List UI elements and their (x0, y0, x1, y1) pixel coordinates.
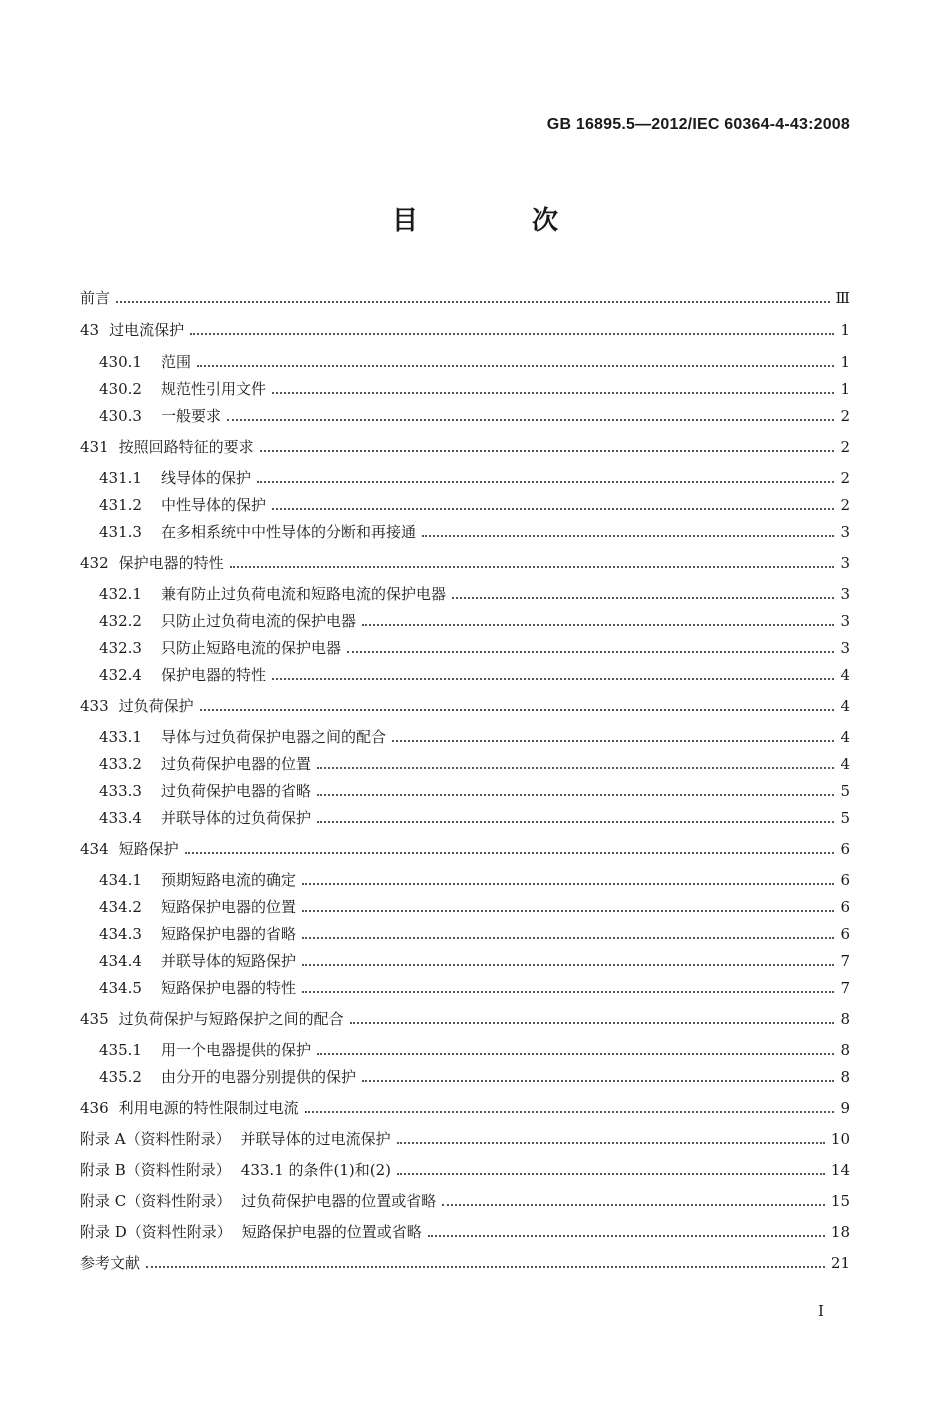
toc-dot-leader (452, 597, 834, 599)
toc-entry[interactable] (99, 351, 850, 373)
toc-entry[interactable] (80, 838, 850, 860)
toc-entry-title: 短路保护电器的特性 (161, 979, 297, 997)
toc-entry-title: 只防止过负荷电流的保护电器 (161, 612, 357, 630)
toc-entry-number: 433.3 (99, 782, 142, 800)
toc-entry[interactable] (99, 1039, 850, 1061)
toc-dot-leader (317, 794, 834, 796)
toc-entry-page: Ⅲ (835, 289, 850, 307)
toc-dot-leader (272, 508, 834, 510)
toc-entry-page: 1 (840, 321, 850, 339)
toc-entry-page: 6 (840, 925, 850, 943)
toc-entry[interactable] (99, 610, 850, 632)
toc-entry-title: 过负荷保护电器的位置 (161, 755, 312, 773)
toc-entry-title: 在多相系统中中性导体的分断和再接通 (161, 523, 417, 541)
toc-entry-page: 2 (840, 438, 850, 456)
toc-entry-title: 过负荷保护电器的省略 (161, 782, 312, 800)
toc-entry[interactable] (99, 977, 850, 999)
toc-dot-leader (350, 1022, 834, 1024)
toc-entry[interactable] (80, 1097, 850, 1119)
toc-entry[interactable] (80, 436, 850, 458)
toc-entry-number: 435.1 (99, 1041, 142, 1059)
toc-entry-title: 过负荷保护电器的位置或省略 (241, 1192, 437, 1210)
toc-dot-leader (146, 1266, 825, 1268)
toc-entry-page: 4 (840, 755, 850, 773)
toc-dot-leader (317, 767, 834, 769)
toc-entry-number: 434.3 (99, 925, 142, 943)
toc-entry-page: 9 (840, 1099, 850, 1117)
toc-entry-page: 5 (840, 782, 850, 800)
toc-entry-page: 6 (840, 871, 850, 889)
page-title: 目 次 (391, 206, 602, 236)
toc-entry-page: 4 (840, 728, 850, 746)
toc-entry-number: 433.2 (99, 755, 142, 773)
toc-dot-leader (302, 910, 834, 912)
toc-entry[interactable] (80, 1190, 850, 1212)
toc-entry[interactable] (80, 695, 850, 717)
toc-entry-title: 过负荷保护 (118, 697, 194, 715)
toc-entry[interactable] (80, 1008, 850, 1030)
toc-entry-title: 由分开的电器分别提供的保护 (161, 1068, 357, 1086)
toc-entry-title: 按照回路特征的要求 (118, 438, 254, 456)
toc-entry-number: 431 (80, 438, 109, 456)
toc-entry-page: 4 (840, 666, 850, 684)
toc-dot-leader (347, 651, 834, 653)
toc-entry-page: 8 (840, 1041, 850, 1059)
toc-entry-number: 432.2 (99, 612, 142, 630)
toc-entry-title: 短路保护 (118, 840, 179, 858)
toc-entry-page: 3 (840, 639, 850, 657)
toc-entry-number: 436 (80, 1099, 109, 1117)
toc-entry[interactable] (80, 287, 850, 309)
toc-entry-number: 432 (80, 554, 109, 572)
toc-dot-leader (442, 1204, 825, 1206)
toc-entry[interactable] (80, 552, 850, 574)
toc-entry-number: 433.4 (99, 809, 142, 827)
toc-entry-number: 435.2 (99, 1068, 142, 1086)
toc-entry-page: 8 (840, 1068, 850, 1086)
toc-entry-page: 8 (840, 1010, 850, 1028)
toc-entry[interactable] (99, 521, 850, 543)
toc-entry-number: 431.2 (99, 496, 142, 514)
toc-entry-number: 43 (80, 321, 100, 339)
toc-entry-title: 规范性引用文件 (161, 380, 267, 398)
toc-entry-title: 利用电源的特性限制过电流 (118, 1099, 299, 1117)
toc-entry-number: 432.4 (99, 666, 142, 684)
toc-entry-number: 430.1 (99, 353, 142, 371)
toc-entry-page: 1 (840, 380, 850, 398)
toc-entry-page: 3 (840, 523, 850, 541)
toc-entry-number: 434.4 (99, 952, 142, 970)
toc-entry-page: 15 (830, 1192, 850, 1210)
toc-entry-page: 3 (840, 585, 850, 603)
toc-entry-number: 433.1 (99, 728, 142, 746)
toc-entry[interactable] (99, 583, 850, 605)
toc-dot-leader (257, 481, 834, 483)
toc-entry[interactable] (99, 494, 850, 516)
toc-entry[interactable] (80, 319, 850, 341)
toc-entry[interactable] (99, 923, 850, 945)
toc-entry-title: 线导体的保护 (161, 469, 252, 487)
toc-dot-leader (392, 740, 834, 742)
toc-entry-title: 只防止短路电流的保护电器 (161, 639, 342, 657)
toc-entry-title: 预期短路电流的确定 (161, 871, 297, 889)
toc-entry-page: 4 (840, 697, 850, 715)
toc-entry-title: 保护电器的特性 (161, 666, 267, 684)
toc-entry[interactable] (99, 780, 850, 802)
toc-entry-number: 430.2 (99, 380, 142, 398)
toc-entry-number: 435 (80, 1010, 109, 1028)
toc-dot-leader (302, 991, 834, 993)
toc-entry-title: 保护电器的特性 (118, 554, 224, 572)
toc-entry-number: 432.1 (99, 585, 142, 603)
toc-dot-leader (185, 852, 834, 854)
toc-dot-leader (230, 566, 834, 568)
toc-entry-title: 参考文献 (80, 1254, 141, 1272)
toc-dot-leader (397, 1173, 825, 1175)
toc-dot-leader (302, 883, 834, 885)
toc-entry-page: 2 (840, 496, 850, 514)
toc-entry[interactable] (80, 1221, 850, 1243)
toc-entry[interactable] (99, 664, 850, 686)
toc-entry[interactable] (99, 869, 850, 891)
toc-dot-leader (260, 450, 834, 452)
toc-entry-number: 433 (80, 697, 109, 715)
toc-entry[interactable] (99, 405, 850, 427)
toc-entry-number: 434.2 (99, 898, 142, 916)
toc-entry[interactable] (99, 753, 850, 775)
toc-dot-leader (302, 937, 834, 939)
toc-entry-title: 过负荷保护与短路保护之间的配合 (118, 1010, 344, 1028)
toc-entry-page: 3 (840, 554, 850, 572)
toc-entry-number: 434 (80, 840, 109, 858)
toc-entry-page: 21 (830, 1254, 850, 1272)
toc-entry-number: 434.5 (99, 979, 142, 997)
toc-entry-page: 2 (840, 469, 850, 487)
toc-dot-leader (116, 301, 830, 303)
toc-entry[interactable] (99, 807, 850, 829)
toc-entry-page: 5 (840, 809, 850, 827)
toc-entry-page: 1 (840, 353, 850, 371)
toc-entry-title: 433.1 的条件(1)和(2) (240, 1161, 392, 1179)
toc-entry[interactable] (99, 467, 850, 489)
toc-entry-title: 兼有防止过负荷电流和短路电流的保护电器 (161, 585, 447, 603)
toc-dot-leader (362, 1080, 834, 1082)
toc-entry[interactable] (99, 896, 850, 918)
toc-entry-number: 432.3 (99, 639, 142, 657)
toc-entry-title: 导体与过负荷保护电器之间的配合 (161, 728, 387, 746)
toc-entry-number: 434.1 (99, 871, 142, 889)
toc-dot-leader (227, 419, 834, 421)
toc-entry-title: 一般要求 (161, 407, 222, 425)
toc-entry[interactable] (99, 950, 850, 972)
toc-dot-leader (272, 678, 834, 680)
toc-dot-leader (428, 1235, 825, 1237)
page-number: I (818, 1302, 824, 1320)
toc-entry-title: 前言 (80, 289, 111, 307)
toc-entry-page: 7 (840, 952, 850, 970)
toc-dot-leader (397, 1142, 825, 1144)
toc-dot-leader (362, 624, 834, 626)
toc-entry-title: 短路保护电器的省略 (161, 925, 297, 943)
toc-entry-number: 附录 C（资料性附录） (80, 1192, 232, 1210)
toc-dot-leader (190, 333, 834, 335)
toc-entry-title: 过电流保护 (109, 321, 185, 339)
toc-dot-leader (317, 1053, 834, 1055)
toc-dot-leader (305, 1111, 834, 1113)
toc-entry-page: 10 (830, 1130, 850, 1148)
toc-entry[interactable] (99, 726, 850, 748)
toc-entry-title: 范围 (161, 353, 192, 371)
toc-entry[interactable] (99, 378, 850, 400)
toc-entry-title: 短路保护电器的位置 (161, 898, 297, 916)
toc-entry-number: 附录 B（资料性附录） (80, 1161, 231, 1179)
toc-entry-number: 附录 D（资料性附录） (80, 1223, 232, 1241)
toc-entry-title: 中性导体的保护 (161, 496, 267, 514)
toc-entry-title: 并联导体的短路保护 (161, 952, 297, 970)
toc-entry-page: 7 (840, 979, 850, 997)
toc-dot-leader (197, 365, 834, 367)
toc-entry-page: 2 (840, 407, 850, 425)
toc-entry[interactable] (99, 1066, 850, 1088)
toc-entry-page: 6 (840, 840, 850, 858)
toc-dot-leader (422, 535, 834, 537)
toc-entry-number: 431.1 (99, 469, 142, 487)
toc-entry[interactable] (80, 1252, 850, 1274)
toc-dot-leader (317, 821, 834, 823)
toc-entry-title: 用一个电器提供的保护 (161, 1041, 312, 1059)
toc-entry-number: 430.3 (99, 407, 142, 425)
toc-entry-number: 431.3 (99, 523, 142, 541)
toc-entry-page: 14 (830, 1161, 850, 1179)
toc-entry-page: 18 (830, 1223, 850, 1241)
toc-entry-title: 并联导体的过电流保护 (240, 1130, 391, 1148)
toc-entry-title: 短路保护电器的位置或省略 (241, 1223, 422, 1241)
toc-entry-number: 附录 A（资料性附录） (80, 1130, 231, 1148)
toc-entry[interactable] (80, 1128, 850, 1150)
toc-dot-leader (302, 964, 834, 966)
toc-entry[interactable] (99, 637, 850, 659)
toc-entry-title: 并联导体的过负荷保护 (161, 809, 312, 827)
toc-entry-page: 6 (840, 898, 850, 916)
toc-entry-page: 3 (840, 612, 850, 630)
toc-dot-leader (272, 392, 834, 394)
toc-dot-leader (200, 709, 834, 711)
toc-entry[interactable] (80, 1159, 850, 1181)
standard-code-header: GB 16895.5—2012/IEC 60364-4-43:2008 (546, 116, 850, 133)
